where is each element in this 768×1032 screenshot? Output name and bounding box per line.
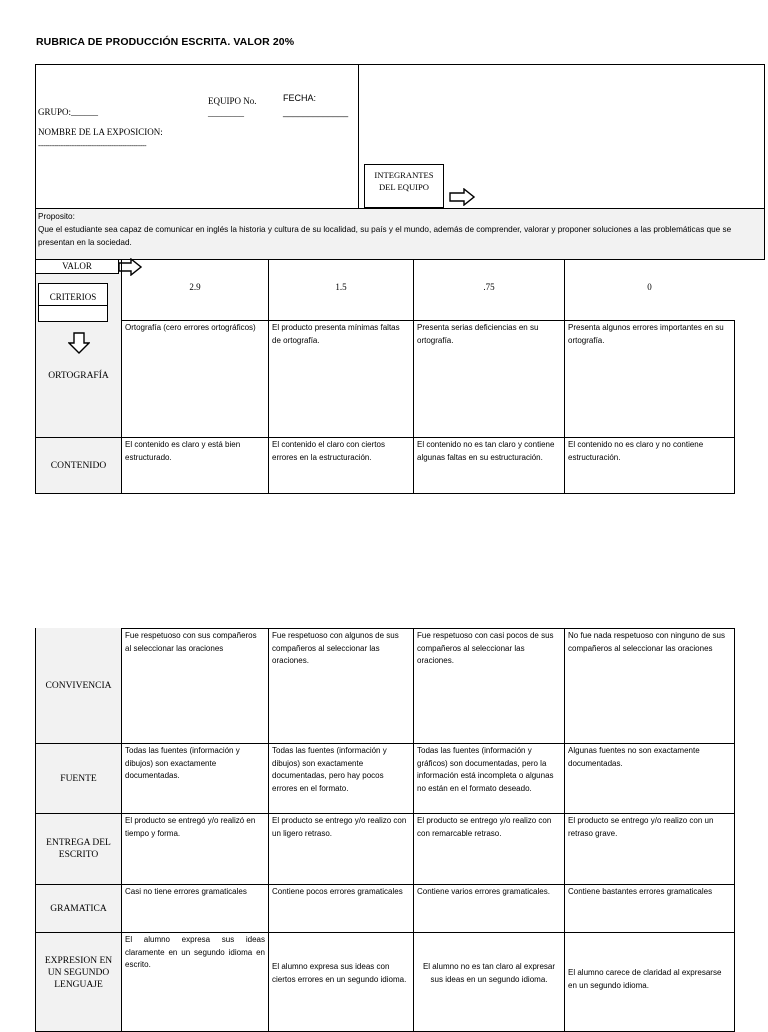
rubric-cell-text: Casi no tiene errores gramaticales	[125, 887, 247, 896]
rubric-cell-text: El producto se entrego y/o realizo con un ligero retraso.	[272, 816, 407, 838]
proposito-label: Proposito:	[38, 212, 75, 221]
rubric-cell	[268, 743, 414, 814]
criterios-label: CRITERIOS	[49, 292, 97, 302]
rubric-cell-text: El producto presenta mínimas faltas de ortografía.	[272, 323, 400, 345]
rubric-cell	[268, 813, 414, 885]
rubric-cell-text: Todas las fuentes (información y gráficos) son documentadas, pero la información está incompleta o algunas no están en el formato deseado.	[417, 746, 554, 793]
rubric-cell-text: Ortografía (cero errores ortográficos)	[125, 323, 256, 332]
criterion-label: ENTREGA DEL ESCRITO	[46, 838, 111, 860]
criterion-cell	[35, 932, 122, 1032]
rubric-cell-text: El alumno no es tan claro al expresar sus ideas en un segundo idioma.	[422, 962, 556, 984]
arrow-right-icon	[449, 188, 475, 206]
criterion-cell	[35, 813, 122, 885]
rubric-cell	[121, 743, 269, 814]
rubric-cell-text: El contenido no es tan claro y contiene algunas faltas en su estructuración.	[417, 440, 555, 462]
rubric-cell-text: El contenido el claro con ciertos errores en la estructuración.	[272, 440, 385, 462]
criterion-label: EXPRESION EN UN SEGUNDO LENGUAJE	[44, 956, 113, 990]
rubric-cell	[564, 743, 735, 814]
rubric-cell-text: Todas las fuentes (información y dibujos) son exactamente documentadas.	[125, 746, 240, 780]
criterion-label: CONVIVENCIA	[45, 680, 112, 691]
score-value: 0	[647, 282, 652, 292]
document-title: RUBRICA DE PRODUCCIÓN ESCRITA. VALOR 20%	[36, 36, 295, 48]
criterion-cell	[35, 437, 122, 494]
integrantes-label: INTEGRANTES DEL EQUIPO	[374, 170, 434, 192]
nombre-label: NOMBRE DE LA EXPOSICION:	[38, 127, 163, 137]
rubric-cell-text: El producto se entregó y/o realizó en tiempo y forma.	[125, 816, 256, 838]
rubric-cell-text: El producto se entrego y/o realizo con un retraso grave.	[568, 816, 714, 838]
rubric-cell	[268, 320, 414, 438]
rubric-cell	[121, 932, 269, 1032]
rubric-cell	[413, 437, 565, 494]
rubric-cell	[121, 884, 269, 933]
criterion-label: CONTENIDO	[50, 460, 107, 471]
rubric-cell	[564, 320, 735, 438]
equipo-label: EQUIPO No.	[208, 96, 257, 106]
rubric-cell	[268, 437, 414, 494]
rubric-cell	[564, 884, 735, 933]
equipo-field[interactable]: ________	[208, 108, 244, 118]
rubric-cell	[413, 743, 565, 814]
rubric-cell-text: El alumno expresa sus ideas con ciertos errores en un segundo idioma.	[272, 962, 407, 984]
rubric-cell	[413, 932, 565, 1032]
rubric-cell	[121, 320, 269, 438]
grupo-label[interactable]: GRUPO:______	[38, 107, 99, 117]
rubric-cell-text: Fue respetuoso con casi pocos de sus compañeros al seleccionar las oraciones.	[417, 631, 554, 665]
rubric-cell-text: El alumno expresa sus ideas claramente en un segundo idioma en escrito.	[125, 935, 265, 969]
rubric-cell	[564, 437, 735, 494]
rubric-cell	[413, 628, 565, 744]
rubric-cell-text: Algunas fuentes no son exactamente documentadas.	[568, 746, 700, 768]
rubric-cell-text: Contiene varios errores gramaticales.	[417, 887, 550, 896]
rubric-cell	[268, 932, 414, 1032]
rubric-cell	[413, 320, 565, 438]
criterion-cell	[35, 884, 122, 933]
nombre-field[interactable]: -----------------------------------------------------------	[38, 143, 147, 150]
criterios-box	[38, 283, 108, 322]
rubric-cell-text: Contiene bastantes errores gramaticales	[568, 887, 713, 896]
criterios-divider	[38, 305, 108, 306]
valor-label: VALOR	[62, 261, 92, 271]
rubric-cell	[121, 813, 269, 885]
rubric-cell-text: El contenido es claro y está bien estructurado.	[125, 440, 241, 462]
criterion-label: GRAMATICA	[50, 903, 107, 914]
criterion-cell	[35, 628, 122, 744]
rubric-cell-text: Presenta algunos errores importantes en su ortografía.	[568, 323, 724, 345]
proposito-text: Que el estudiante sea capaz de comunicar en inglés la historia y cultura de su localidad, su país y el mundo, además de comprender, valorar y proponer soluciones a las problemáticas que se presentan en la sociedad.	[38, 225, 732, 247]
fecha-field[interactable]: _____________	[283, 107, 349, 117]
rubric-cell-text: Todas las fuentes (información y dibujos) son exactamente documentadas, pero hay pocos errores en el formato.	[272, 746, 387, 793]
rubric-cell	[121, 628, 269, 744]
criterion-label: ORTOGRAFÍA	[48, 371, 109, 381]
rubric-cell	[121, 437, 269, 494]
score-value: 2.9	[189, 282, 201, 292]
rubric-cell-text: El contenido no es claro y no contiene estructuración.	[568, 440, 704, 462]
rubric-cell	[268, 628, 414, 744]
header-divider	[358, 64, 359, 209]
rubric-cell	[413, 813, 565, 885]
arrow-down-icon	[68, 332, 90, 354]
criterion-label: FUENTE	[60, 773, 97, 784]
rubric-cell	[268, 884, 414, 933]
criterion-cell	[35, 743, 122, 814]
rubric-cell-text: El producto se entrego y/o realizo con con remarcable retraso.	[417, 816, 552, 838]
fecha-label: FECHA:	[283, 93, 317, 103]
rubric-cell-text: No fue nada respetuoso con ninguno de sus compañeros al seleccionar las oraciones	[568, 631, 726, 653]
rubric-cell-text: Fue respetuoso con sus compañeros al seleccionar las oraciones	[125, 631, 257, 653]
rubric-cell-text: Presenta serias deficiencias en su ortografía.	[417, 323, 539, 345]
rubric-cell	[564, 813, 735, 885]
score-value: 1.5	[335, 282, 347, 292]
rubric-cell-text: Contiene pocos errores gramaticales	[272, 887, 403, 896]
rubric-cell	[564, 932, 735, 1032]
score-value: .75	[483, 282, 495, 292]
rubric-cell	[413, 884, 565, 933]
rubric-cell-text: Fue respetuoso con algunos de sus compañeros al seleccionar las oraciones.	[272, 631, 399, 665]
rubric-cell-text: El alumno carece de claridad al expresarse en un segundo idioma.	[568, 968, 722, 990]
rubric-cell	[564, 628, 735, 744]
